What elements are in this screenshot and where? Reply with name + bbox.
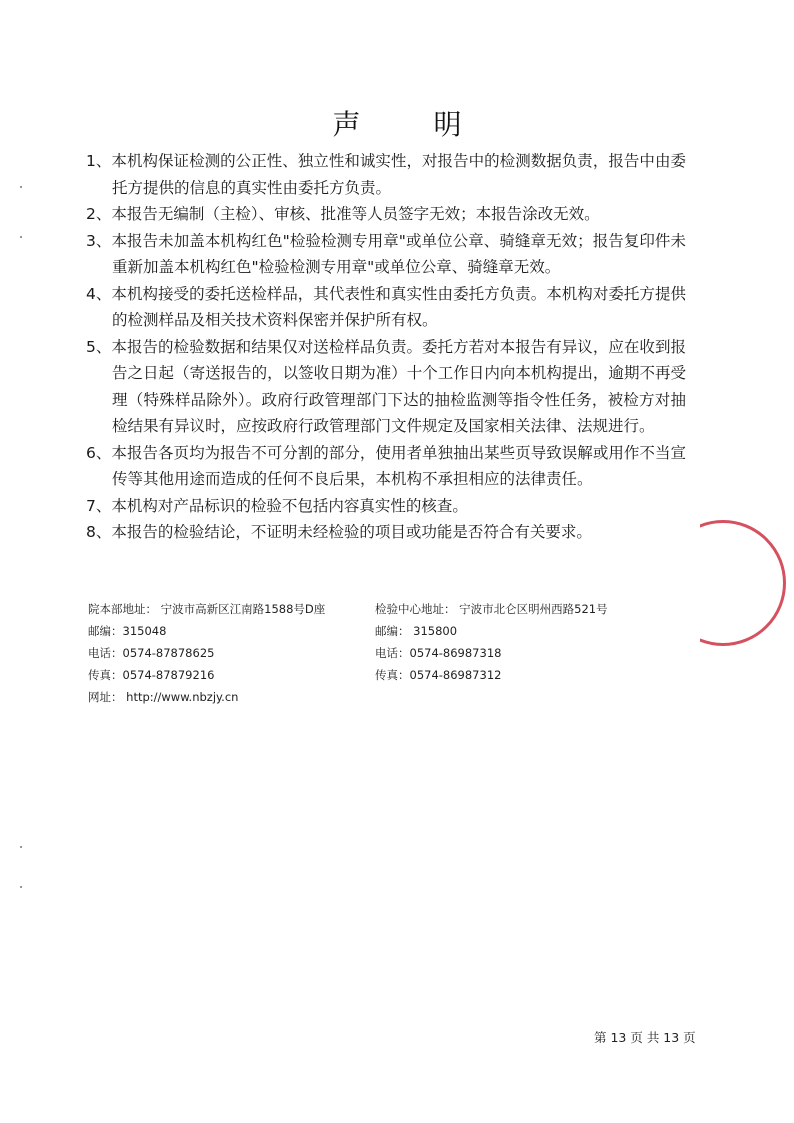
page-title: 声 明 [332, 108, 494, 141]
page-number: 第 13 页 共 13 页 [594, 1030, 696, 1045]
statement-clauses [86, 148, 686, 546]
clause-item: 3、本报告未加盖本机构红色"检验检测专用章"或单位公章、骑缝章无效；报告复印件未重新加盖本机构红色"检验检测专用章"或单位公章、骑缝章无效。 [86, 231, 686, 276]
clause-item: 4、本机构接受的委托送检样品，其代表性和真实性由委托方负责。本机构对委托方提供的检测样品及相关技术资料保密并保护所有权。 [86, 284, 686, 329]
headquarters-address: 院本部地址： 宁波市高新区江南路1588号D座 [88, 602, 326, 616]
clause-item: 5、本报告的检验数据和结果仅对送检样品负责。委托方若对本报告有异议，应在收到报告之日起（寄送报告的，以签收日期为准）十个工作日内向本机构提出，逾期不再受理（特殊样品除外）。政府行政管理部门下达的抽检监测等指令性任务，被检方对抽检结果有异议时，应按政府行政管理部门文件规定及国家相关法律、法规进行。 [86, 337, 686, 435]
clause-item: 7、本机构对产品标识的检验不包括内容真实性的核查。 [86, 496, 468, 515]
headquarters-phone: 电话：0574-87878625 [88, 646, 215, 660]
test-center-phone: 电话：0574-86987318 [375, 646, 502, 660]
clause-item: 2、本报告无编制（主检）、审核、批准等人员签字无效；本报告涂改无效。 [86, 205, 600, 223]
test-center-postcode: 邮编： 315800 [375, 624, 458, 638]
headquarters-contact [88, 598, 325, 708]
scan-mark [20, 186, 22, 188]
scan-mark [20, 236, 22, 238]
clause-item: 6、本报告各页均为报告不可分割的部分，使用者单独抽出某些页导致误解或用作不当宣传等其他用途而造成的任何不良后果，本机构不承担相应的法律责任。 [86, 443, 686, 488]
scan-mark [20, 886, 22, 888]
headquarters-website: 网址： http://www.nbzjy.cn [88, 690, 239, 704]
clause-item: 1、本机构保证检测的公正性、独立性和诚实性，对报告中的检测数据负责，报告中由委托方提供的信息的真实性由委托方负责。 [86, 152, 686, 197]
headquarters-fax: 传真：0574-87879216 [88, 668, 215, 682]
test-center-contact [375, 598, 608, 686]
test-center-fax: 传真：0574-86987312 [375, 668, 502, 682]
test-center-address: 检验中心地址： 宁波市北仑区明州西路521号 [375, 602, 608, 616]
scan-mark [20, 846, 22, 848]
clause-item: 8、本报告的检验结论，不证明未经检验的项目或功能是否符合有关要求。 [86, 523, 592, 541]
headquarters-postcode: 邮编：315048 [88, 624, 167, 638]
seal-lettering [690, 545, 730, 625]
